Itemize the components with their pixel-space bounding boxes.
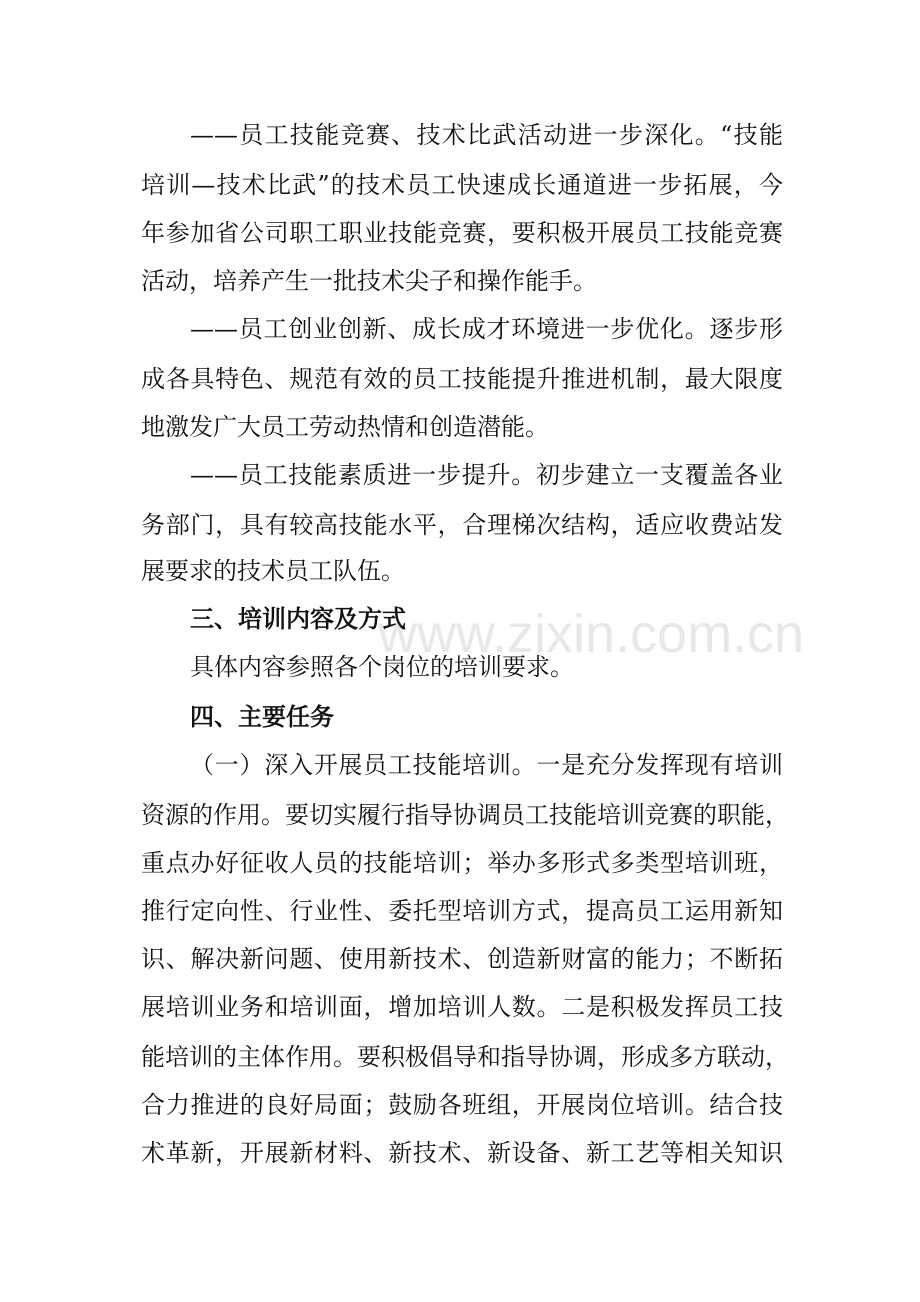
paragraph-3-line-1: ——员工技能素质进一步提升。初步建立一支覆盖各业 [190, 461, 783, 489]
paragraph-1-line-3: 年参加省公司职工职业技能竞赛，要积极开展员工技能竞赛 [141, 219, 783, 247]
paragraph-5-line-5: 识、解决新问题、使用新技术、创造新财富的能力；不断拓 [141, 945, 783, 973]
paragraph-2-line-1: ——员工创业创新、成长成才环境进一步优化。逐步形 [190, 315, 783, 343]
paragraph-1-line-1: ——员工技能竞赛、技术比武活动进一步深化。“技能 [190, 121, 783, 149]
paragraph-5-line-7: 能培训的主体作用。要积极倡导和指导协调，形成多方联动， [141, 1043, 789, 1071]
paragraph-1-line-4: 活动，培养产生一批技术尖子和操作能手。 [141, 267, 597, 295]
paragraph-5-line-1: （一）深入开展员工技能培训。一是充分发挥现有培训 [190, 751, 783, 779]
paragraph-5-line-2: 资源的作用。要切实履行指导协调员工技能培训竞赛的职能， [141, 801, 789, 829]
paragraph-5-line-4: 推行定向性、行业性、委托型培训方式，提高员工运用新知 [141, 897, 783, 925]
paragraph-3-line-3: 展要求的技术员工队伍。 [141, 557, 405, 585]
paragraph-5-line-3: 重点办好征收人员的技能培训；举办多形式多类型培训班， [141, 849, 783, 877]
paragraph-5-line-8: 合力推进的良好局面；鼓励各班组，开展岗位培训。结合技 [141, 1091, 783, 1119]
watermark: www.zixin.com.cn [378, 604, 805, 664]
paragraph-2-line-3: 地激发广大员工劳动热情和创造潜能。 [141, 413, 549, 441]
section-heading-3: 三、培训内容及方式 [190, 605, 406, 633]
paragraph-2-line-2: 成各具特色、规范有效的员工技能提升推进机制，最大限度 [141, 365, 783, 393]
paragraph-1-line-2: 培训—技术比武”的技术员工快速成长通道进一步拓展，今 [141, 171, 783, 199]
paragraph-3-line-2: 务部门，具有较高技能水平，合理梯次结构，适应收费站发 [141, 511, 783, 539]
paragraph-4: 具体内容参照各个岗位的培训要求。 [190, 653, 574, 681]
paragraph-5-line-9: 术革新，开展新材料、新技术、新设备、新工艺等相关知识 [141, 1139, 783, 1167]
paragraph-5-line-6: 展培训业务和培训面，增加培训人数。二是积极发挥员工技 [141, 993, 783, 1021]
section-heading-4: 四、主要任务 [190, 703, 334, 731]
